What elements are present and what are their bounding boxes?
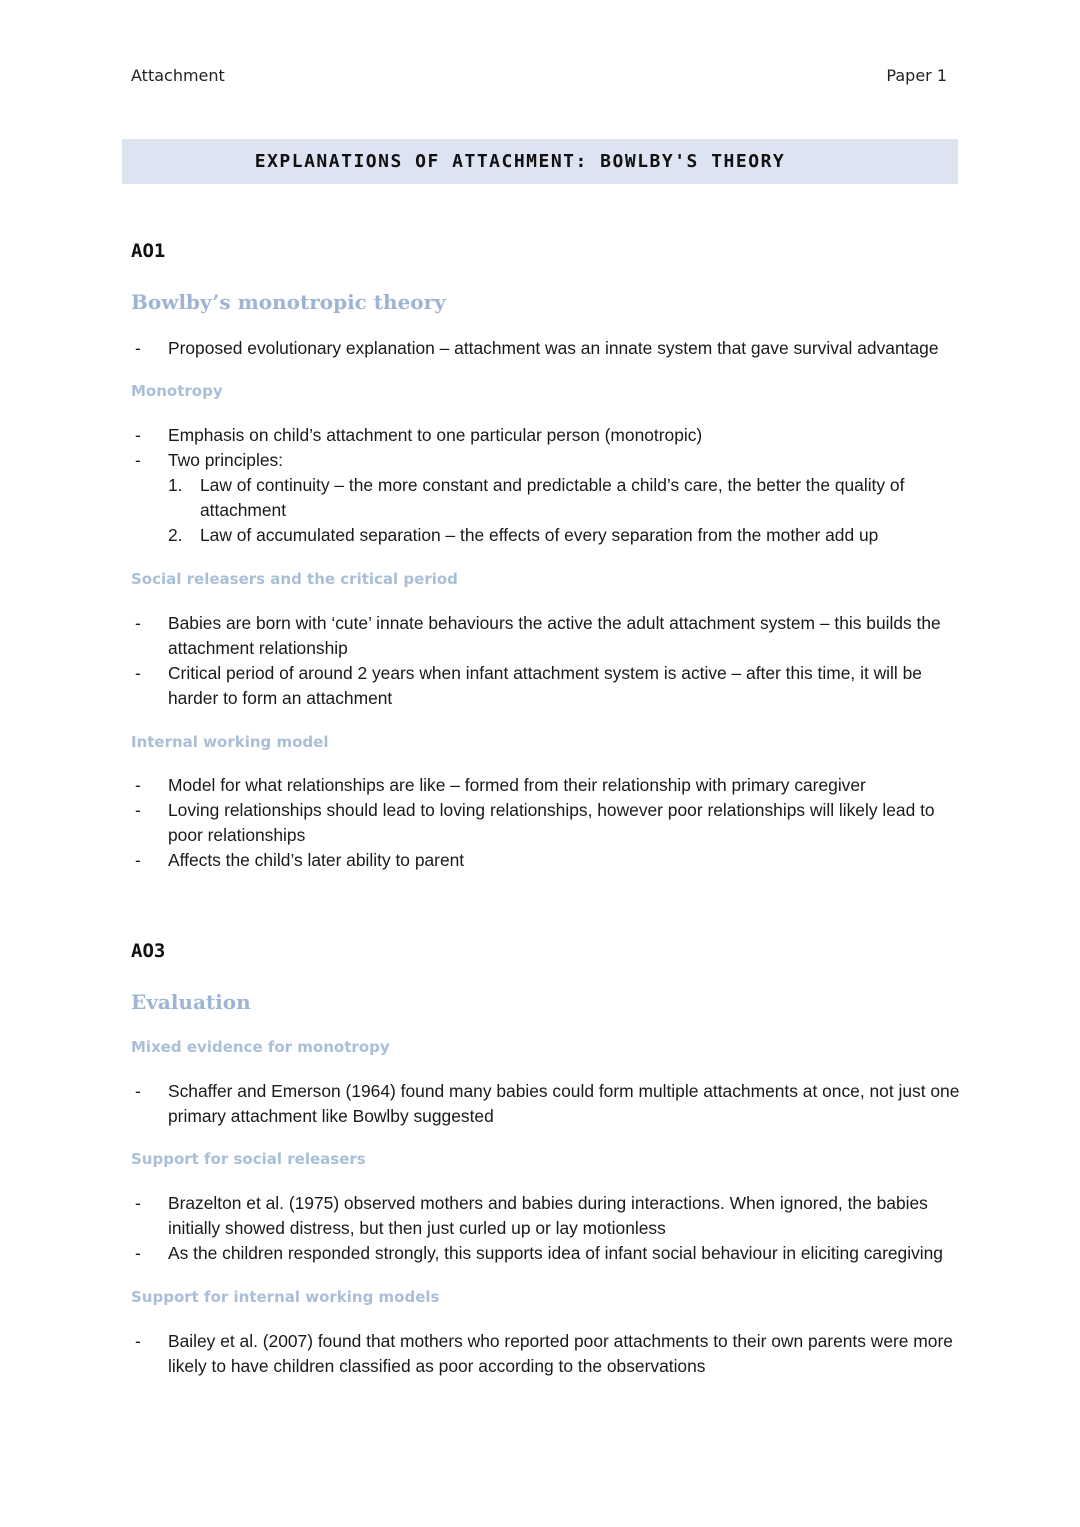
list-item-text: Brazelton et al. (1975) observed mothers and babies during interactions. When ignored, the babies initially showed distress, but then just curled up or lay motionless	[168, 1193, 928, 1238]
list-item-text: Schaffer and Emerson (1964) found many babies could form multiple attachments at once, not just one primary attachment like Bowlby suggested	[168, 1081, 960, 1126]
list-item-text: As the children responded strongly, this supports idea of infant social behaviour in eliciting caregiving	[168, 1243, 943, 1263]
bullet-marker: -	[135, 1081, 141, 1101]
list-item-text: Proposed evolutionary explanation – attachment was an innate system that gave survival advantage	[168, 338, 939, 358]
list-item-text: Affects the child’s later ability to parent	[168, 850, 465, 870]
list-item	[131, 773, 961, 798]
list-item-text: Emphasis on child’s attachment to one particular person (monotropic)	[168, 425, 703, 445]
bullet-marker: -	[135, 425, 141, 445]
list-item	[131, 1241, 961, 1266]
list-item-text: Model for what relationships are like – formed from their relationship with primary caregiver	[168, 775, 866, 795]
list-item	[131, 1079, 961, 1129]
list-item	[131, 423, 961, 448]
bullet-marker: -	[135, 1243, 141, 1263]
models-list	[131, 1329, 961, 1379]
bullet-marker: -	[135, 850, 141, 870]
list-item	[131, 798, 961, 848]
iwm-heading: Internal working model	[131, 733, 329, 751]
numbered-item-text: Law of accumulated separation – the effects of every separation from the mother add up	[200, 525, 879, 545]
list-item	[131, 336, 961, 361]
ao1-intro-list	[131, 336, 961, 361]
iwm-list	[131, 773, 961, 873]
social-heading: Social releasers and the critical period	[131, 570, 458, 588]
item-number: 1.	[168, 475, 183, 495]
mixed-heading: Mixed evidence for monotropy	[131, 1038, 390, 1056]
title-bar	[122, 139, 958, 184]
bullet-marker: -	[135, 775, 141, 795]
bullet-marker: -	[135, 663, 141, 683]
monotropy-list	[131, 423, 961, 548]
numbered-item	[131, 523, 961, 548]
list-item	[131, 848, 961, 873]
list-item-text: Critical period of around 2 years when infant attachment system is active – after this time, it will be harder to form an attachment	[168, 663, 922, 708]
ao1-label: AO1	[131, 240, 166, 262]
bullet-marker: -	[135, 450, 141, 470]
list-item	[131, 448, 961, 473]
list-item-text: Babies are born with ‘cute’ innate behaviours the active the adult attachment system – this builds the attachment relationship	[168, 613, 941, 658]
header-left: Attachment	[131, 66, 225, 85]
list-item-text: Loving relationships should lead to loving relationships, however poor relationships will likely lead to poor relationships	[168, 800, 935, 845]
bullet-marker: -	[135, 613, 141, 633]
releasers-heading: Support for social releasers	[131, 1150, 366, 1168]
list-item	[131, 661, 961, 711]
bullet-marker: -	[135, 1193, 141, 1213]
ao3-label: AO3	[131, 940, 166, 962]
social-list	[131, 611, 961, 711]
numbered-item-text: Law of continuity – the more constant and predictable a child’s care, the better the quality of attachment	[200, 475, 905, 520]
models-heading: Support for internal working models	[131, 1288, 440, 1306]
releasers-list	[131, 1191, 961, 1266]
numbered-item	[131, 473, 961, 523]
item-number: 2.	[168, 525, 183, 545]
list-item-text: Two principles:	[168, 450, 284, 470]
list-item	[131, 611, 961, 661]
bullet-marker: -	[135, 338, 141, 358]
ao1-heading: Bowlby’s monotropic theory	[131, 290, 446, 314]
page-title: EXPLANATIONS OF ATTACHMENT: BOWLBY'S THEORY	[254, 151, 786, 172]
list-item	[131, 1191, 961, 1241]
ao3-heading: Evaluation	[131, 990, 251, 1014]
bullet-marker: -	[135, 1331, 141, 1351]
list-item	[131, 1329, 961, 1379]
mixed-list	[131, 1079, 961, 1129]
bullet-marker: -	[135, 800, 141, 820]
monotropy-heading: Monotropy	[131, 382, 223, 400]
list-item-text: Bailey et al. (2007) found that mothers who reported poor attachments to their own parents were more likely to have children classified as poor according to the observations	[168, 1331, 953, 1376]
header-right: Paper 1	[886, 66, 947, 85]
